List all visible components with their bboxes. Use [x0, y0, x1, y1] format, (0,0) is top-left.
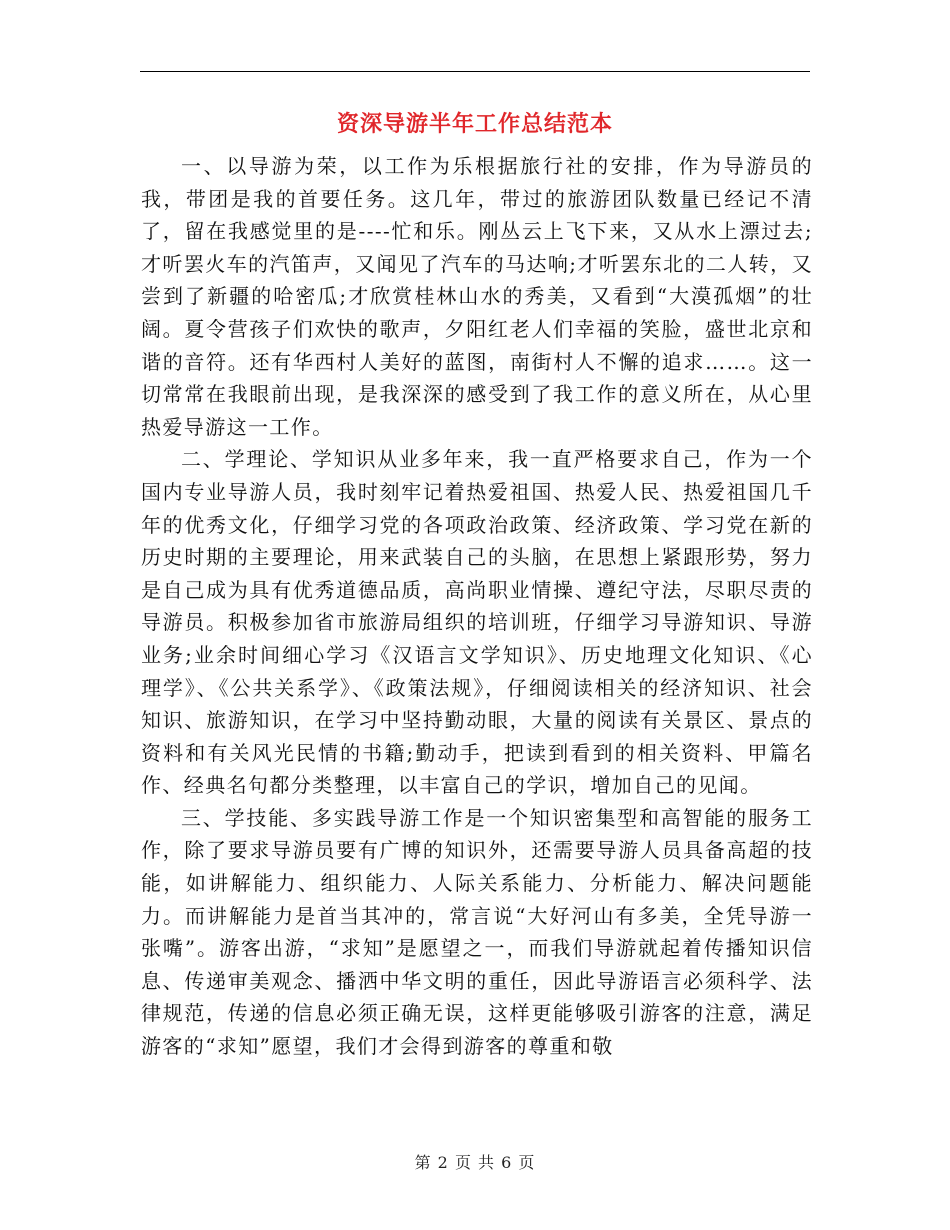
paragraph-2: 二、学理论、学知识从业多年来，我一直严格要求自己，作为一个国内专业导游人员，我时刻牢记着热爱祖国、热爱人民、热爱祖国几千年的优秀文化，仔细学习党的各项政治政策、经济政策、学习党在新的历史时期的主要理论，用来武装自己的头脑，在思想上紧跟形势，努力是自己成为具有优秀道德品质，高尚职业情操、遵纪守法，尽职尽责的导游员。积极参加省市旅游局组织的培训班，仔细学习导游知识、导游业务;业余时间细心学习《汉语言文学知识》、历史地理文化知识、《心理学》、《公共关系学》、《政策法规》，仔细阅读相关的经济知识、社会知识、旅游知识，在学习中坚持勤动眼，大量的阅读有关景区、景点的资料和有关风光民情的书籍;勤动手，把读到看到的相关资料、甲篇名作、经典名句都分类整理，以丰富自己的学识，增加自己的见闻。 [141, 447, 813, 798]
document-body [141, 150, 813, 1063]
document-title: 资深导游半年工作总结范本 [336, 112, 613, 137]
page-footer: 第 2 页 共 6 页 [414, 1153, 536, 1172]
paragraph-3: 三、学技能、多实践导游工作是一个知识密集型和高智能的服务工作，除了要求导游员要有广博的知识外，还需要导游人员具备高超的技能，如讲解能力、组织能力、人际关系能力、分析能力、解决问题能力。而讲解能力是首当其冲的，常言说“大好河山有多美，全凭导游一张嘴”。游客出游，“求知”是愿望之一，而我们导游就起着传播知识信息、传递审美观念、播洒中华文明的重任，因此导游语言必须科学、法律规范，传递的信息必须正确无误，这样更能够吸引游客的注意，满足游客的“求知”愿望，我们才会得到游客的尊重和敬 [141, 805, 813, 1059]
header-rule [140, 71, 810, 72]
paragraph-1: 一、以导游为荣，以工作为乐根据旅行社的安排，作为导游员的我，带团是我的首要任务。这几年，带过的旅游团队数量已经记不清了，留在我感觉里的是----忙和乐。刚丛云上飞下来，又从水上漂过去;才听罢火车的汽笛声，又闻见了汽车的马达响;才听罢东北的二人转，又尝到了新疆的哈密瓜;才欣赏桂林山水的秀美，又看到“大漠孤烟”的壮阔。夏令营孩子们欢快的歌声，夕阳红老人们幸福的笑脸，盛世北京和谐的音符。还有华西村人美好的蓝图，南街村人不懈的追求……。这一切常常在我眼前出现，是我深深的感受到了我工作的意义所在，从心里热爱导游这一工作。 [141, 154, 813, 439]
